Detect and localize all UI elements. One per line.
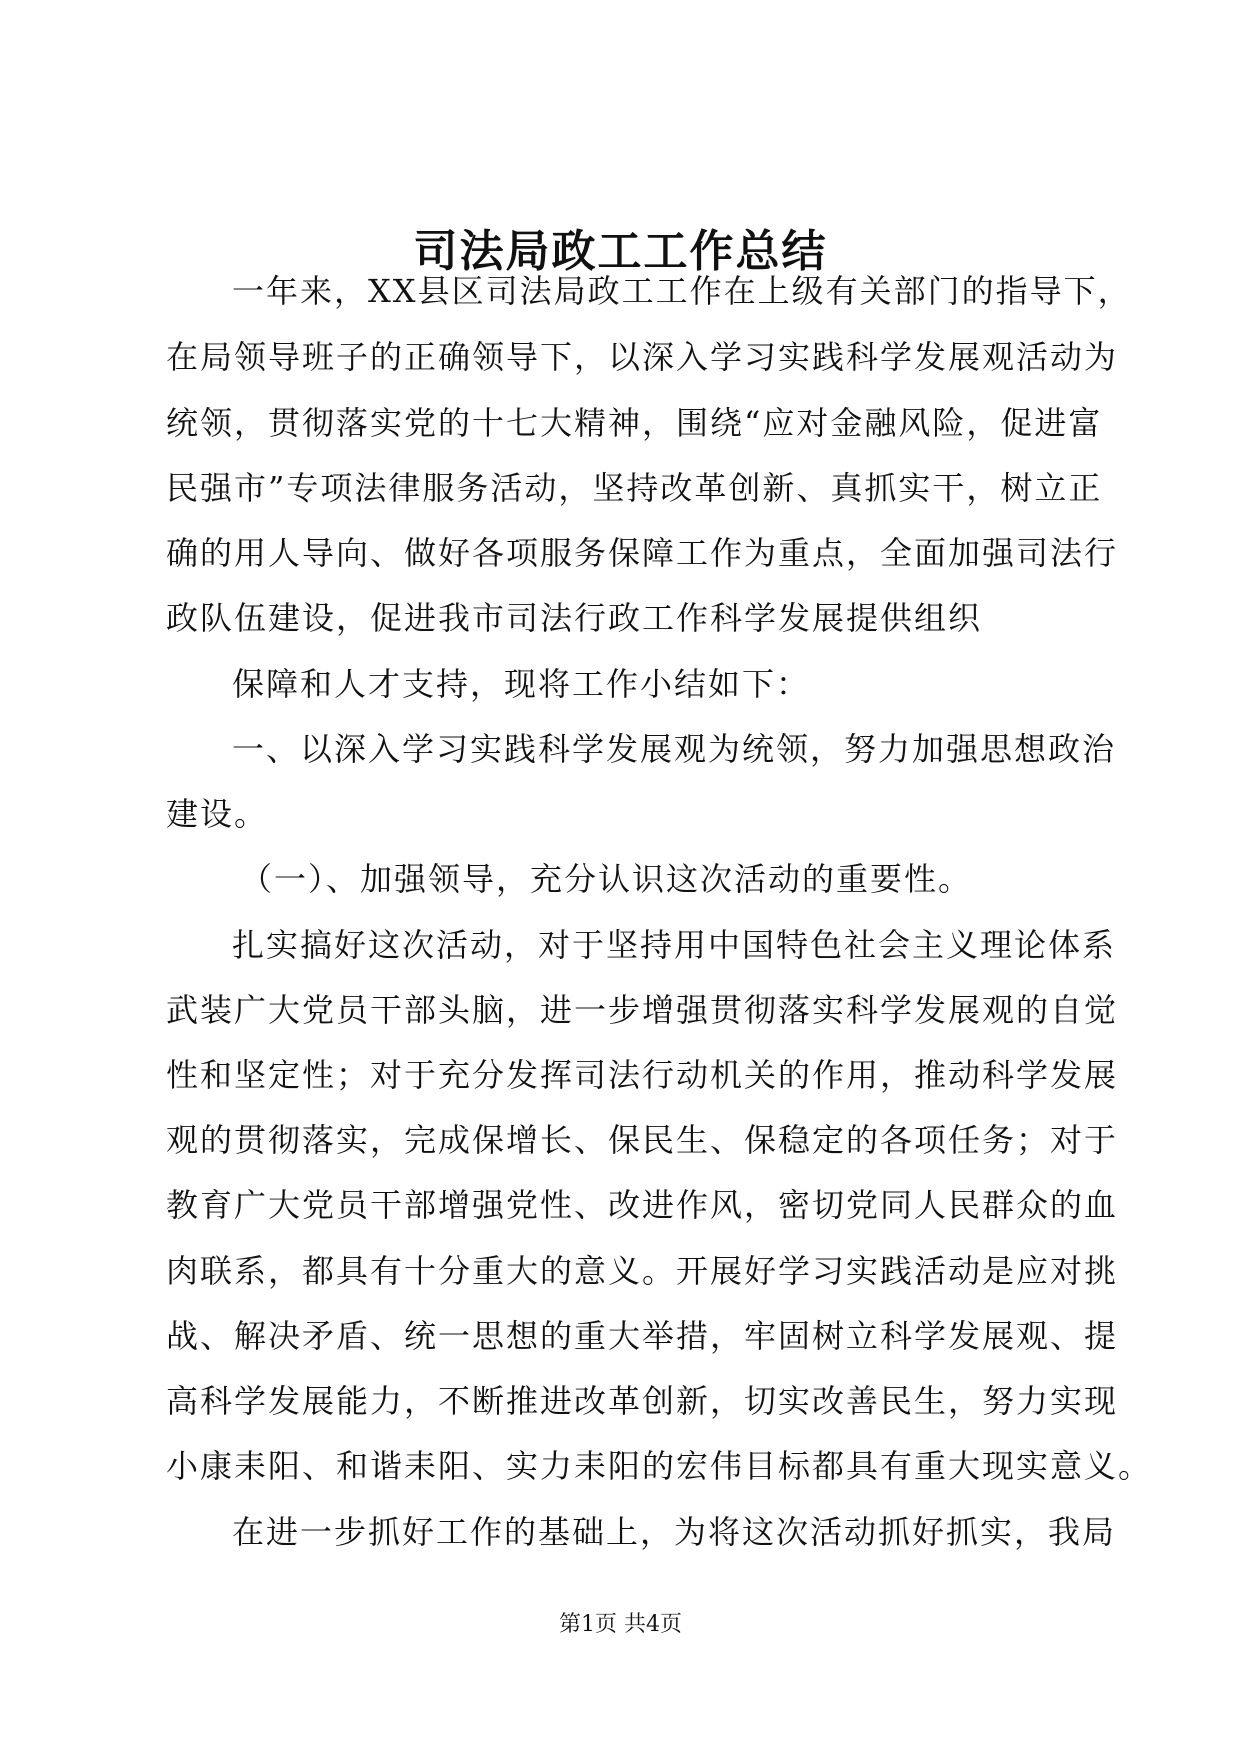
body-line: 民强市”专项法律服务活动，坚持改革创新、真抓实干，树立正 (166, 469, 1103, 507)
subsection-heading: （一）、加强领导，充分认识这次活动的重要性。 (240, 860, 973, 898)
body-line: 肉联系，都具有十分重大的意义。开展好学习实践活动是应对挑 (166, 1252, 1119, 1290)
body-line: 武装广大党员干部头脑，进一步增强贯彻落实科学发展观的自觉 (166, 991, 1119, 1029)
body-line: 性和坚定性；对于充分发挥司法行动机关的作用，推动科学发展 (166, 1056, 1119, 1094)
body-line: 确的用人导向、做好各项服务保障工作为重点，全面加强司法行 (166, 534, 1119, 572)
section-heading-line: 建设。 (166, 795, 269, 833)
body-line: 观的贯彻落实，完成保增长、保民生、保稳定的各项任务；对于 (166, 1121, 1119, 1159)
body-line: 一年来，XX县区司法局政工工作在上级有关部门的指导下， (232, 272, 1132, 310)
body-line: 高科学发展能力，不断推进改革创新，切实改善民生，努力实现 (166, 1382, 1119, 1420)
body-line: 在局领导班子的正确领导下，以深入学习实践科学发展观活动为 (166, 338, 1119, 376)
body-line: 战、解决矛盾、统一思想的重大举措，牢固树立科学发展观、提 (166, 1317, 1119, 1355)
body-line: 保障和人才支持，现将工作小结如下： (232, 665, 811, 703)
body-line: 扎实搞好这次活动，对于坚持用中国特色社会主义理论体系 (232, 926, 1117, 964)
page-number: 第1页 共4页 (559, 1612, 682, 1637)
body-line: 教育广大党员干部增强党性、改进作风，密切党同人民群众的血 (166, 1186, 1119, 1224)
document-title: 司法局政工工作总结 (413, 226, 828, 277)
body-line: 在进一步抓好工作的基础上，为将这次活动抓好抓实，我局 (232, 1513, 1117, 1551)
section-heading-line: 一、以深入学习实践科学发展观为统领，努力加强思想政治 (232, 730, 1117, 768)
body-line: 政队伍建设，促进我市司法行政工作科学发展提供组织 (166, 599, 983, 637)
body-line: 统领，贯彻落实党的十七大精神，围绕“应对金融风险，促进富 (166, 404, 1103, 442)
body-line: 小康耒阳、和谐耒阳、实力耒阳的宏伟目标都具有重大现实意义。 (166, 1447, 1153, 1485)
